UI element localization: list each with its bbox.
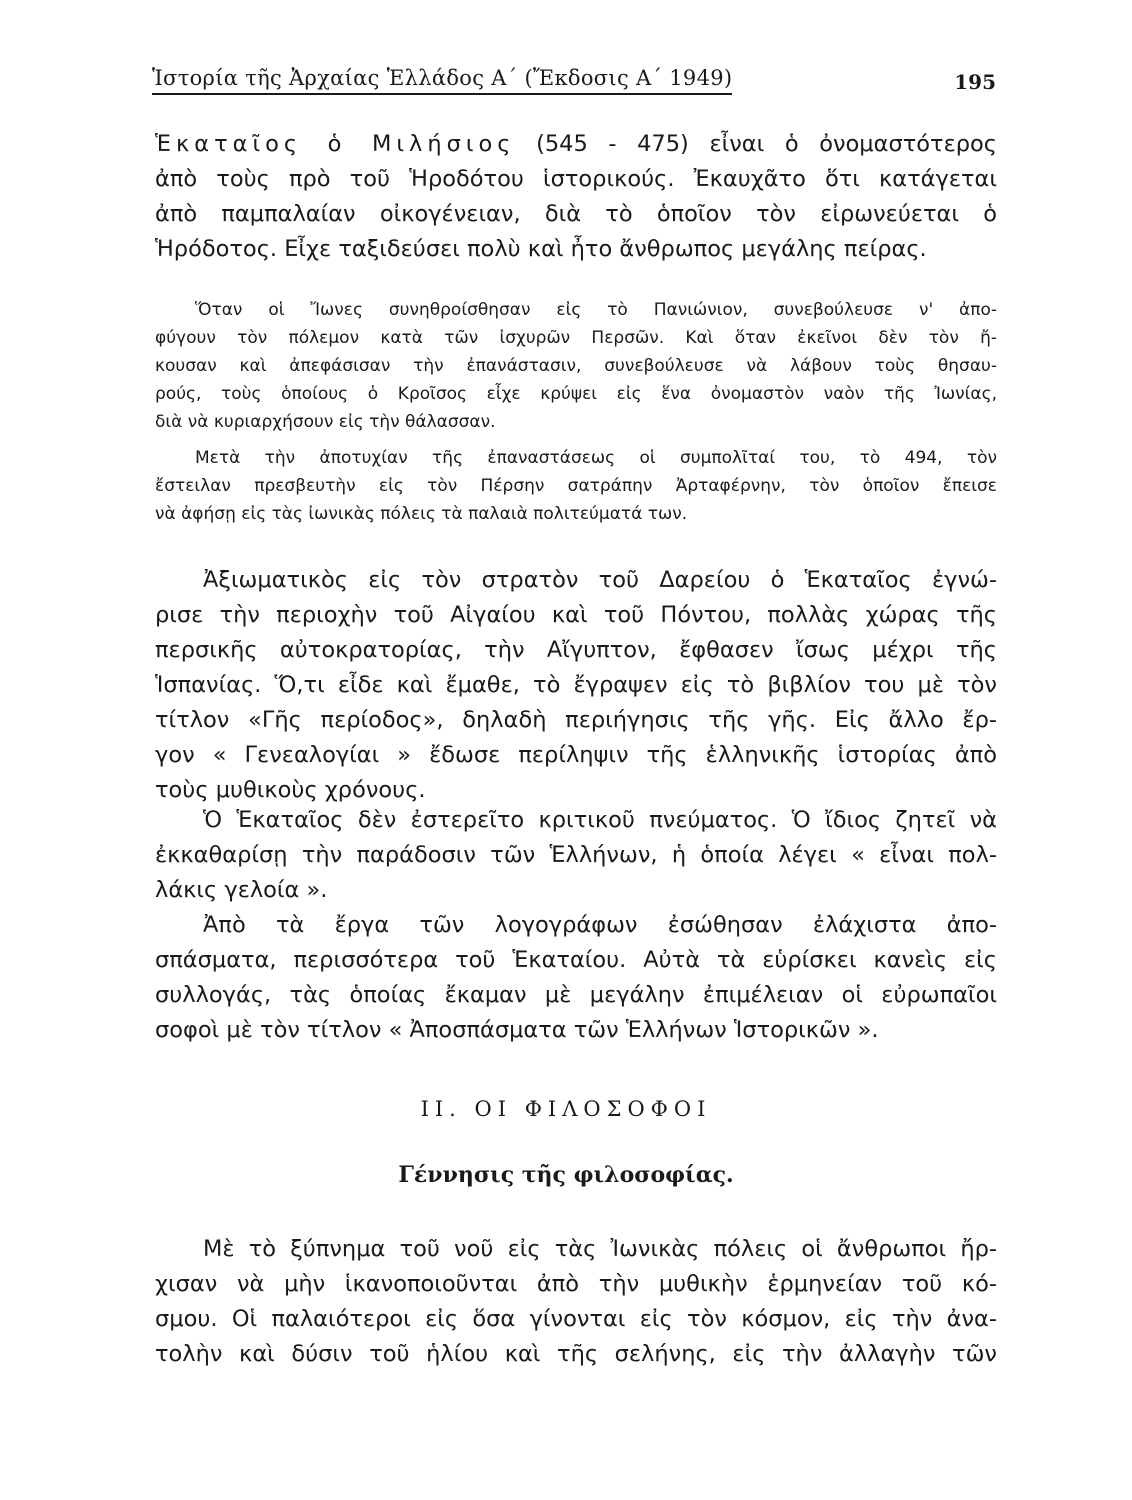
paragraph-line: ἀπὸ παμπαλαίαν οἰκογένειαν, διὰ τὸ ὁποῖον τὸν εἰρωνεύεται ὁ bbox=[155, 201, 997, 227]
paragraph-line: Ἀξιωματικὸς εἰς τὸν στρατὸν τοῦ Δαρείου ὁ Ἑκαταῖος ἐγνώ- bbox=[203, 567, 997, 593]
paragraph-line: Μὲ τὸ ξύπνημα τοῦ νοῦ εἰς τὰς Ἰωνικὰς πόλεις οἱ ἄνθρωποι ἤρ- bbox=[203, 1236, 997, 1262]
paragraph-fragments bbox=[155, 908, 997, 1048]
paragraph-birth-of-philosophy bbox=[155, 1232, 997, 1372]
paragraph-travels bbox=[155, 563, 997, 808]
paragraph-line: σοφοὶ μὲ τὸν τίτλον « Ἀποσπάσματα τῶν Ἑλλήνων Ἱστορικῶν ». bbox=[155, 1017, 879, 1043]
note-line: διὰ νὰ κυριαρχήσουν εἰς τὴν θάλασσαν. bbox=[155, 412, 496, 432]
paragraph-line: σπάσματα, περισσότερα τοῦ Ἑκαταίου. Αὐτὰ τὰ εὑρίσκει κανεὶς εἰς bbox=[155, 947, 997, 973]
paragraph-critical-spirit bbox=[155, 803, 997, 908]
paragraph-line: σμου. Οἱ παλαιότεροι εἰς ὅσα γίνονται εἰς τὸν κόσμον, εἰς τὴν ἀνα- bbox=[155, 1306, 997, 1332]
paragraph-line: χισαν νὰ μὴν ἱκανοποιοῦνται ἀπὸ τὴν μυθικὴν ἑρμηνείαν τοῦ κό- bbox=[155, 1271, 997, 1297]
paragraph-line: λάκις γελοία ». bbox=[155, 877, 328, 903]
note-panionion bbox=[155, 296, 997, 436]
note-line: Μετὰ τὴν ἀποτυχίαν τῆς ἐπαναστάσεως οἱ συμπολῖταί του, τὸ 494, τὸν bbox=[195, 448, 997, 468]
paragraph-line: συλλογάς, τὰς ὁποίας ἔκαμαν μὲ μεγάλην ἐπιμέλειαν οἱ εὐρωπαῖοι bbox=[155, 982, 997, 1008]
note-line: ρούς, τοὺς ὁποίους ὁ Κροῖσος εἶχε κρύψει εἰς ἕνα ὀνομαστὸν ναὸν τῆς Ἰωνίας, bbox=[155, 384, 997, 404]
paragraph-line: ἐκκαθαρίσῃ τὴν παράδοσιν τῶν Ἑλλήνων, ἡ ὁποία λέγει « εἶναι πολ- bbox=[155, 842, 997, 868]
header-title: Ἱστορία τῆς Ἀρχαίας Ἑλλάδος Α΄ (Ἔκδοσις Α΄ 1949) bbox=[152, 66, 732, 95]
paragraph-hecataeus-intro bbox=[155, 127, 997, 267]
paragraph-line: Ὁ Ἑκαταῖος δὲν ἐστερεῖτο κριτικοῦ πνεύματος. Ὁ ἴδιος ζητεῖ νὰ bbox=[203, 807, 997, 833]
paragraph-line: περσικῆς αὐτοκρατορίας, τὴν Αἴγυπτον, ἔφθασεν ἴσως μέχρι τῆς bbox=[155, 637, 997, 663]
paragraph-line: Ἀπὸ τὰ ἔργα τῶν λογογράφων ἐσώθησαν ἐλάχιστα ἀπο- bbox=[203, 912, 997, 938]
page-number: 195 bbox=[954, 70, 996, 94]
note-line: ἔστειλαν πρεσβευτὴν εἰς τὸν Πέρσην σατράπην Ἀρταφέρνην, τὸν ὁποῖον ἔπεισε bbox=[155, 476, 997, 496]
paragraph-line: Ἱσπανίας. Ὅ,τι εἶδε καὶ ἔμαθε, τὸ ἔγραψεν εἰς τὸ βιβλίον του μὲ τὸν bbox=[155, 672, 997, 698]
section-heading: II. ΟΙ ΦΙΛΟΣΟΦΟΙ bbox=[420, 1097, 712, 1121]
note-embassy bbox=[155, 444, 997, 528]
paragraph-line-text: (545 - 475) εἶναι ὁ ὀνομαστότερος bbox=[515, 131, 997, 157]
paragraph-line: Ἡρόδοτος. Εἶχε ταξιδεύσει πολὺ καὶ ἦτο ἄνθρωπος μεγάλης πείρας. bbox=[155, 236, 927, 262]
running-header bbox=[152, 66, 998, 98]
note-line: Ὅταν οἱ Ἴωνες συνηθροίσθησαν εἰς τὸ Πανιώνιον, συνεβούλευσε ν' ἀπο- bbox=[195, 300, 997, 320]
note-line: νὰ ἀφήσῃ εἰς τὰς ἰωνικὰς πόλεις τὰ παλαιὰ πολιτεύματά των. bbox=[155, 504, 688, 524]
paragraph-line: τοὺς μυθικοὺς χρόνους. bbox=[155, 777, 426, 803]
subsection-heading: Γέννησις τῆς φιλοσοφίας. bbox=[398, 1162, 734, 1188]
hecataeus-name: Ἑκαταῖος ὁ Μιλήσιος bbox=[155, 131, 516, 157]
paragraph-line: γον « Γενεαλογίαι » ἔδωσε περίληψιν τῆς ἑλληνικῆς ἱστορίας ἀπὸ bbox=[155, 742, 997, 768]
paragraph-line: τολὴν καὶ δύσιν τοῦ ἡλίου καὶ τῆς σελήνης, εἰς τὴν ἀλλαγὴν τῶν bbox=[155, 1341, 997, 1367]
paragraph-line: ρισε τὴν περιοχὴν τοῦ Αἰγαίου καὶ τοῦ Πόντου, πολλὰς χώρας τῆς bbox=[155, 602, 997, 628]
paragraph-line bbox=[155, 127, 997, 162]
paragraph-line: τίτλον «Γῆς περίοδος», δηλαδὴ περιήγησις τῆς γῆς. Εἰς ἄλλο ἔρ- bbox=[155, 707, 997, 733]
note-line: φύγουν τὸν πόλεμον κατὰ τῶν ἰσχυρῶν Περσῶν. Καὶ ὅταν ἐκεῖνοι δὲν τὸν ἤ- bbox=[155, 328, 997, 348]
note-line: κουσαν καὶ ἀπεφάσισαν τὴν ἐπανάστασιν, συνεβούλευσε νὰ λάβουν τοὺς θησαυ- bbox=[155, 356, 997, 376]
paragraph-line: ἀπὸ τοὺς πρὸ τοῦ Ἡροδότου ἱστορικούς. Ἐκαυχᾶτο ὅτι κατάγεται bbox=[155, 166, 997, 192]
